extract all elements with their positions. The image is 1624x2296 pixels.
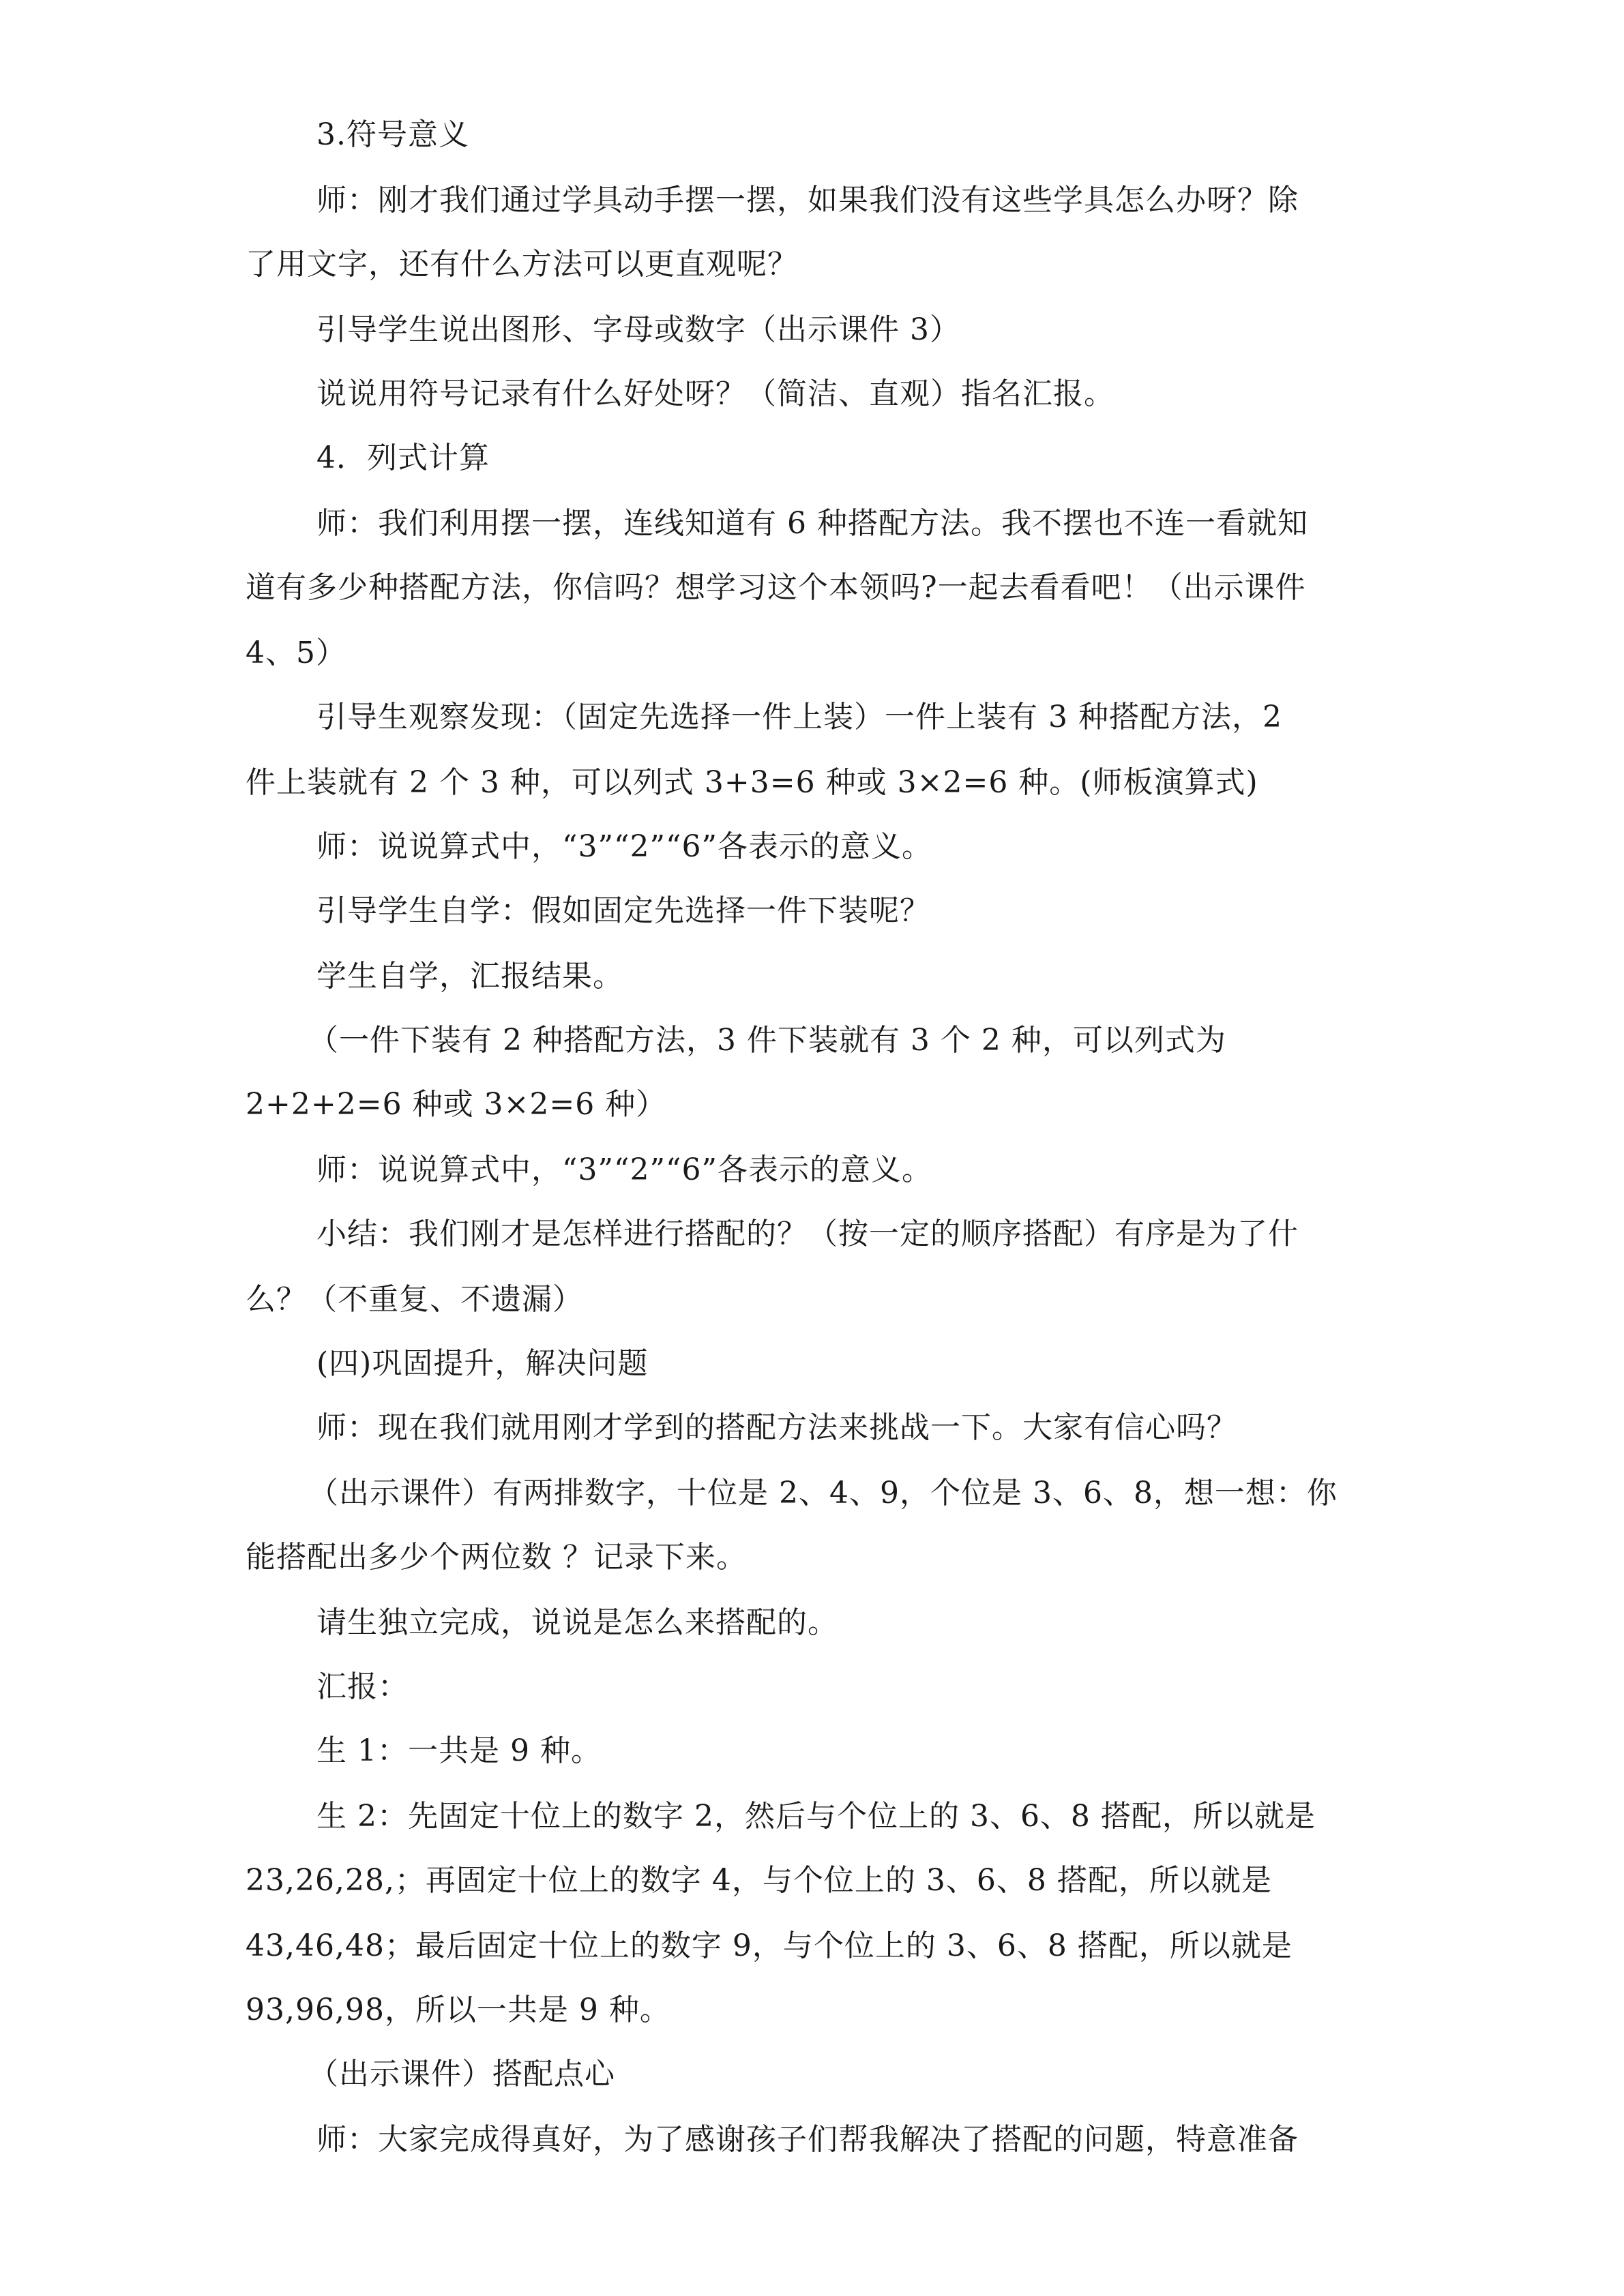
paragraph-line: 请生独立完成，说说是怎么来搭配的。 <box>316 1605 838 1640</box>
paragraph-line: 师：说说算式中，“3”“2”“6”各表示的意义。 <box>316 1152 932 1187</box>
paragraph-line: （一件下装有 2 种搭配方法，3 件下装就有 3 个 2 种，可以列式为 <box>308 1023 1226 1058</box>
paragraph-line: 师：刚才我们通过学具动手摆一摆，如果我们没有这些学具怎么办呀？除 <box>316 183 1299 218</box>
paragraph-line: 4、5） <box>246 636 346 670</box>
paragraph-line: 43,46,48；最后固定十位上的数字 9，与个位上的 3、6、8 搭配，所以就是 <box>246 1928 1293 1963</box>
paragraph-line: 引导学生说出图形、字母或数字（出示课件 3） <box>316 312 960 347</box>
paragraph-line: 师：我们利用摆一摆，连线知道有 6 种搭配方法。我不摆也不连一看就知 <box>316 506 1308 541</box>
paragraph-line: 小结：我们刚才是怎样进行搭配的？（按一定的顺序搭配）有序是为了什 <box>316 1217 1299 1251</box>
paragraph-line: （出示课件）搭配点心 <box>308 2057 615 2091</box>
section-heading-symbol-meaning: 3.符号意义 <box>316 117 469 152</box>
paragraph-line: 汇报： <box>316 1669 409 1704</box>
paragraph-line: 生 1：一共是 9 种。 <box>316 1733 602 1768</box>
paragraph-line: 师：大家完成得真好，为了感谢孩子们帮我解决了搭配的问题，特意准备 <box>316 2122 1299 2157</box>
section-heading-calculation: 4．列式计算 <box>316 441 490 475</box>
paragraph-line: 引导学生自学：假如固定先选择一件下装呢？ <box>316 893 930 928</box>
paragraph-line: 引导生观察发现：（固定先选择一件上装）一件上装有 3 种搭配方法，2 <box>316 700 1282 734</box>
paragraph-line: 么？（不重复、不遗漏） <box>246 1282 583 1317</box>
paragraph-line: 学生自学，汇报结果。 <box>316 959 623 994</box>
paragraph-line: 道有多少种搭配方法，你信吗？想学习这个本领吗?一起去看看吧！（出示课件 <box>246 570 1306 605</box>
section-heading-consolidation: (四)巩固提升，解决问题 <box>316 1346 649 1381</box>
paragraph-line: 件上装就有 2 个 3 种，可以列式 3+3=6 种或 3×2=6 种。(师板演算式) <box>246 765 1258 800</box>
paragraph-line: 师：现在我们就用刚才学到的搭配方法来挑战一下。大家有信心吗？ <box>316 1410 1237 1445</box>
paragraph-line: 生 2：先固定十位上的数字 2，然后与个位上的 3、6、8 搭配，所以就是 <box>316 1799 1316 1834</box>
paragraph-line: 2+2+2=6 种或 3×2=6 种） <box>246 1087 667 1122</box>
paragraph-line: 23,26,28,；再固定十位上的数字 4，与个位上的 3、6、8 搭配，所以就是 <box>246 1863 1272 1898</box>
paragraph-line: 师：说说算式中，“3”“2”“6”各表示的意义。 <box>316 829 932 864</box>
paragraph-line: 说说用符号记录有什么好处呀？（简洁、直观）指名汇报。 <box>316 376 1114 411</box>
paragraph-line: （出示课件）有两排数字，十位是 2、4、9，个位是 3、6、8，想一想：你 <box>308 1476 1338 1510</box>
paragraph-line: 能搭配出多少个两位数 ？记录下来。 <box>246 1540 747 1575</box>
paragraph-line: 了用文字，还有什么方法可以更直观呢？ <box>246 247 798 282</box>
paragraph-line: 93,96,98，所以一共是 9 种。 <box>246 1993 670 2027</box>
